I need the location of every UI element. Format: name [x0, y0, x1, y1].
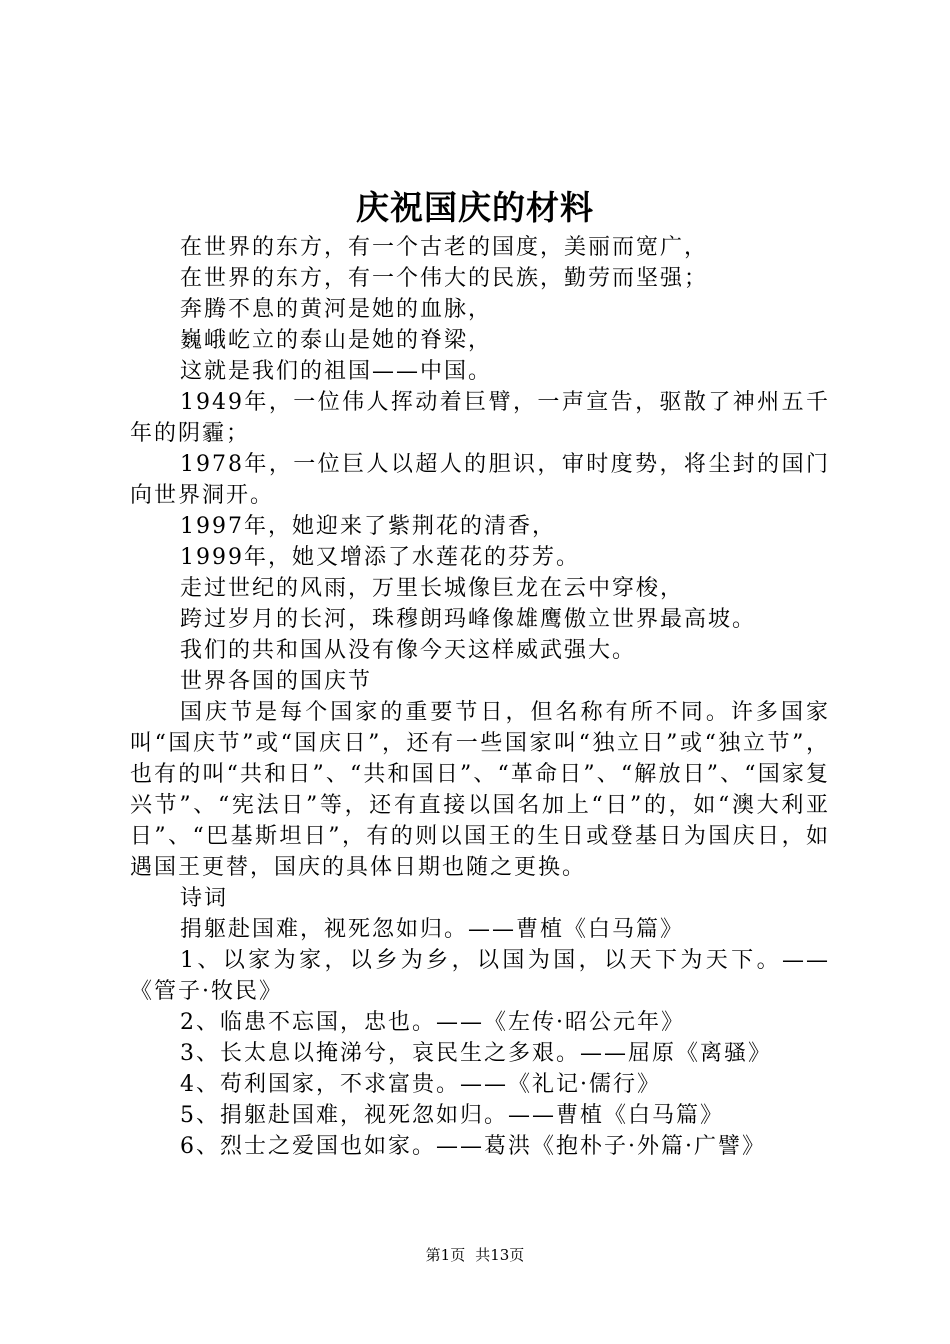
paragraph: 1999年，她又增添了水莲花的芬芳。 — [180, 545, 580, 570]
paragraph: 国庆节是每个国家的重要节日，但名称有所不同。许多国家叫“国庆节”或“国庆日”，还有一些国家叫“独立日”或“独立节”，也有的叫“共和日”、“共和国日”、“革命日”、“解放日”、“国家复兴节”、“宪法日”等，还有直接以国名加上“日”的，如“澳大利亚日”、“巴基斯坦日”，有的则以国王的生日或登基日为国庆日，如遇国王更替，国庆的具体日期也随之更换。 — [130, 700, 830, 880]
quote-item: 1、以家为家，以乡为乡，以国为国，以天下为天下。——《管子·牧民》 — [130, 948, 830, 1004]
quote-item: 6、烈士之爱国也如家。——葛洪《抱朴子·外篇·广譬》 — [180, 1134, 766, 1159]
paragraph: 1949年，一位伟人挥动着巨臂，一声宣告，驱散了神州五千年的阴霾； — [130, 390, 830, 446]
paragraph: 跨过岁月的长河，珠穆朗玛峰像雄鹰傲立世界最高坡。 — [180, 607, 757, 632]
page-title: 庆祝国庆的材料 — [356, 188, 594, 227]
page-number: 第1页 — [425, 1246, 466, 1264]
paragraph: 1997年，她迎来了紫荆花的清香， — [180, 514, 556, 539]
paragraph: 我们的共和国从没有像今天这样威武强大。 — [180, 638, 637, 663]
paragraph: 1978年，一位巨人以超人的胆识，审时度势，将尘封的国门向世界洞开。 — [130, 452, 830, 508]
document-body — [130, 232, 830, 1162]
quote-item: 4、苟利国家，不求富贵。——《礼记·儒行》 — [180, 1072, 661, 1097]
section-heading: 诗词 — [180, 886, 229, 911]
page-total: 共13页 — [475, 1246, 525, 1264]
quote-item: 3、长太息以掩涕兮，哀民生之多艰。——屈原《离骚》 — [180, 1041, 772, 1066]
page-footer — [0, 1244, 950, 1266]
paragraph: 这就是我们的祖国——中国。 — [180, 359, 493, 384]
paragraph: 巍峨屹立的泰山是她的脊梁， — [180, 328, 493, 353]
paragraph: 奔腾不息的黄河是她的血脉， — [180, 297, 493, 322]
paragraph: 走过世纪的风雨，万里长城像巨龙在云中穿梭， — [180, 576, 685, 601]
quote-item: 2、临患不忘国，忠也。——《左传·昭公元年》 — [180, 1010, 685, 1035]
paragraph: 在世界的东方，有一个伟大的民族，勤劳而坚强； — [180, 266, 709, 291]
paragraph: 在世界的东方，有一个古老的国度，美丽而宽广， — [180, 235, 709, 260]
quote-item: 5、捐躯赴国难，视死忽如归。——曹植《白马篇》 — [180, 1103, 724, 1128]
quote-item: 捐躯赴国难，视死忽如归。——曹植《白马篇》 — [180, 917, 685, 942]
section-heading: 世界各国的国庆节 — [180, 669, 373, 694]
